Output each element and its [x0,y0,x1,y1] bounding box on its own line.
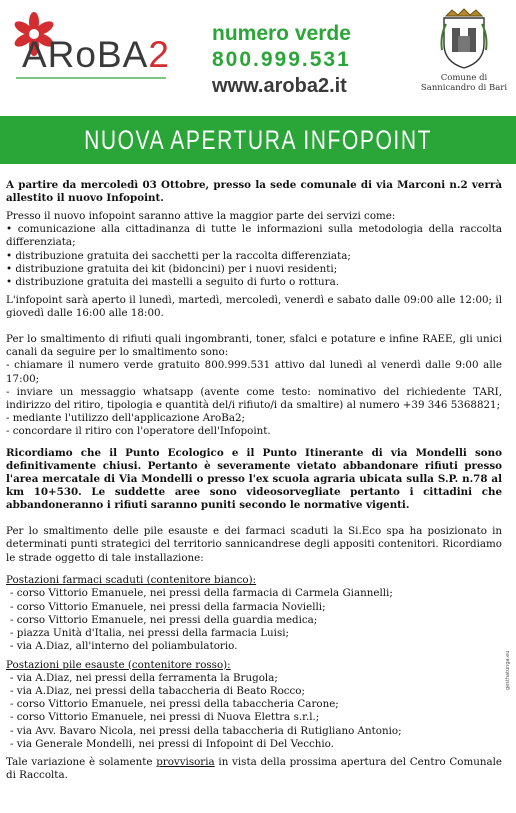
list-item: - concordare il ritiro con l'operatore dell'Infopoint. [6,425,271,438]
pharma-title: Postazioni farmaci scaduti (contenitore bianco): [6,574,257,587]
title-banner [0,116,516,164]
list-item: - mediante l'utilizzo dell'applicazione AroBa2; [6,412,245,425]
website-link[interactable]: www.aroba2.it [212,75,347,97]
list-item: - via Generale Mondelli, nei pressi di Infopoint di Del Vecchio. [10,737,334,750]
comune-caption: Comune di Sannicandro di Bari [420,73,508,93]
list-item: • distribuzione gratuita dei kit (bidoncini) per i nuovi residenti; [6,262,338,275]
list-item: • distribuzione gratuita dei mastelli a seguito di furto o rottura. [6,275,339,288]
services-section [6,210,502,289]
disposal-intro: Per lo smaltimento di rifiuti quali ingombranti, toner, sfalci e potature e infine RAEE, gli unici canali da seguire per lo smaltimento sono: [6,333,502,359]
hours-paragraph: L'infopoint sarà aperto il lunedì, martedì, mercoledì, venerdì e sabato dalle 09:00 alle 12:00; il giovedì dalle 16:00 alle 18:00. [6,294,502,320]
municipal-crest-icon [438,6,490,70]
list-item: - corso Vittorio Emanuele, nei pressi della tabaccheria Carone; [10,698,339,711]
designer-credit: gesthatunga.eu [505,650,511,690]
services-intro: Presso il nuovo infopoint saranno attive la maggior parte dei servizi come: [6,209,396,222]
list-item: - corso Vittorio Emanuele, nei pressi della farmacia Novielli; [10,600,326,613]
list-item: - via Avv. Bavaro Nicola, nei pressi della tabaccheria di Rutigliano Antonio; [10,724,402,737]
list-item: • distribuzione gratuita dei sacchetti per la raccolta differenziata; [6,249,351,262]
list-item: - inviare un messaggio whatsapp (avente come testo: nominativo del richiedente TARI, indirizzo del ritiro, tipologia e quantità del/i rifiuto/i da smaltire) al numero +39 346 5368821; [6,385,502,412]
logo-wordmark: ARoBA2 [22,34,170,75]
list-item: - via A.Diaz, all'interno del poliambulatorio. [10,640,238,653]
list-item: - corso Vittorio Emanuele, nei pressi di Nuova Elettra s.r.l.; [10,711,320,724]
list-item: - via A.Diaz, nei pressi della tabaccheria di Beato Rocco; [10,684,305,697]
intro-paragraph: A partire da mercoledì 03 Ottobre, presso la sede comunale di via Marconi n.2 verrà allestito il nuovo Infopoint. [6,179,502,205]
pharma-section [6,574,502,653]
closing-paragraph: Tale variazione è solamente provvisoria in vista della prossima apertura del Centro Comunale di Raccolta. [6,755,503,782]
battery-title: Postazioni pile esauste (contenitore rosso): [6,658,231,671]
header [0,0,516,112]
batteries-intro: Per lo smaltimento delle pile esauste e dei farmaci scaduti la Si.Eco spa ha posizionato in determinati punti strategici del territorio sannicandrese degli appositi contenitori. Ricordiamo le strade oggetto di tale installazione: [6,525,502,564]
list-item: - corso Vittorio Emanuele, nei pressi della farmacia di Carmela Giannelli; [10,587,393,600]
list-item: - piazza Unità d'Italia, nei pressi della farmacia Luisi; [10,627,290,640]
list-item: • comunicazione alla cittadinanza di tutte le informazioni sulla metodologia della raccolta differenziata; [6,223,502,249]
battery-section [6,659,502,751]
numero-verde-label: numero verde [212,22,351,45]
page-title: NUOVA APERTURA INFOPOINT [84,124,432,155]
warning-paragraph: Ricordiamo che il Punto Ecologico e il Punto Itinerante di via Mondelli sono definitivamente chiusi. Pertanto è severamente vietato abbandonare rifiuti presso l'area mercatale di Via Mondelli o presso l'ex scuola agraria ubicata sulla S.P. n.78 al km 10+530. Le suddette aree sono videosorvegliate pertanto i cittadini che abbandoneranno i rifiuti saranno puniti secondo le normative vigenti. [6,446,502,512]
list-item: - chiamare il numero verde gratuito 800.999.531 attivo dal lunedì al venerdì dalle 9:00 alle 17:00; [6,359,502,385]
list-item: - corso Vittorio Emanuele, nei pressi della guardia medica; [10,613,318,626]
disposal-section [6,333,502,439]
numero-verde-number[interactable]: 800.999.531 [212,48,351,71]
list-item: - via A.Diaz, nei pressi della ferramenta la Brugola; [10,671,278,684]
contact-block [212,22,412,98]
notice-body [6,179,502,787]
